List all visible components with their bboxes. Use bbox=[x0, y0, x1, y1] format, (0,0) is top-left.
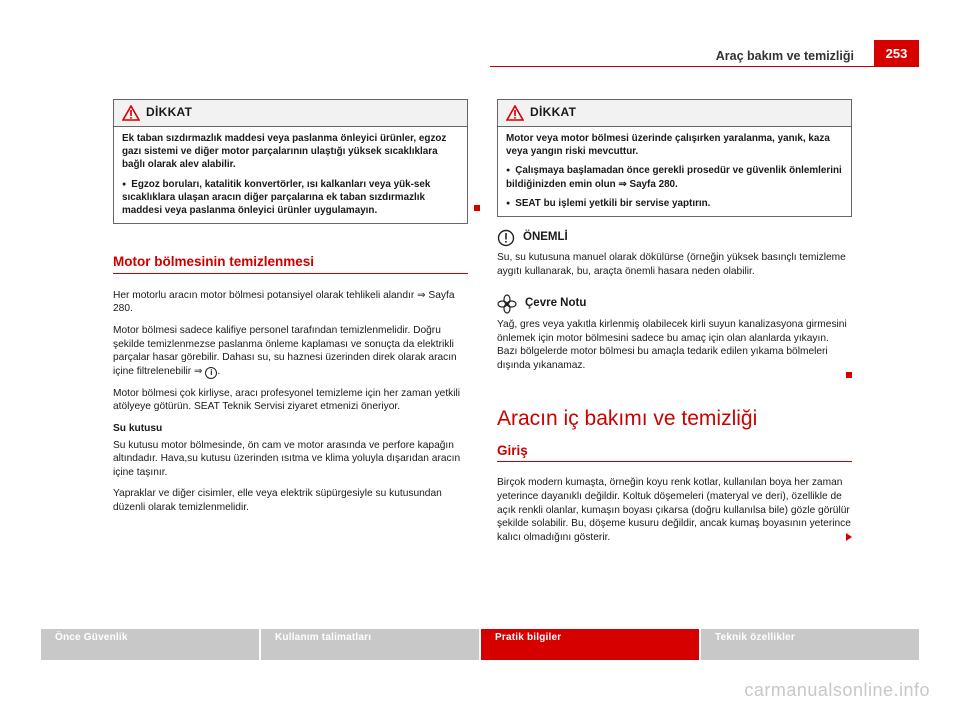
right-column bbox=[497, 99, 852, 546]
important-title: ÖNEMLİ bbox=[523, 231, 568, 244]
page-header-title: Araç bakım ve temizliği bbox=[715, 49, 854, 63]
paragraph: Her motorlu aracın motor bölmesi potansiyel olarak tehlikeli alandır ⇒ Sayfa 280. bbox=[113, 289, 455, 315]
paragraph: Su kutusu motor bölmesinde, ön cam ve motor arasında ve perfore kapağın altındadır. Hava,su kutusu üzerinden ısıtma ve klima yoluyla dışarıdan aracın içine taşınır. bbox=[113, 439, 461, 478]
important-header bbox=[497, 229, 852, 247]
warning-box-right bbox=[497, 99, 852, 217]
left-column bbox=[113, 99, 468, 523]
warning-title: DİKKAT bbox=[146, 105, 193, 120]
header-rule bbox=[490, 66, 919, 67]
end-mark bbox=[474, 205, 480, 211]
subheading: Su kutusu bbox=[113, 422, 163, 434]
environment-text: Yağ, gres veya yakıtla kirlenmiş olabilecek kirli suyun kanalizasyona girmesini önlemek için motor bölmesini sadece bu amaç için olan alanlarda yıkayın. Bazı bölgelerde motor bölmesi bu amaçla tedarik edilen yıkama bölmeleri dışında yıkanamaz. bbox=[497, 319, 847, 371]
page-number: 253 bbox=[874, 40, 919, 66]
environment-title: Çevre Notu bbox=[525, 297, 587, 310]
footer-tab-practical[interactable]: Pratik bilgiler bbox=[481, 629, 699, 660]
paragraph: Yapraklar ve diğer cisimler, elle veya elektrik süpürgesiyle su kutusundan düzenli olarak temizlenmelidir. bbox=[113, 488, 442, 513]
important-text: Su, su kutusuna manuel olarak dökülürse (örneğin yüksek basınçlı temizleme aygıtı kullanarak, bu, araçta önemli hasara neden olabilir. bbox=[497, 252, 846, 277]
warning-bullet: ● Çalışmaya başlamadan önce gerekli prosedür ve güvenlik önlemlerini bildiğinizden emin olun ⇒ Sayfa 280. bbox=[506, 164, 843, 190]
paragraph: Motor bölmesi çok kirliyse, aracı profesyonel temizleme için her zaman yetkili atölyeye götürün. SEAT Teknik Servisi ziyaret etmenizi öneriyor. bbox=[113, 387, 461, 413]
environment-leaf-icon bbox=[497, 294, 517, 314]
warning-header bbox=[498, 100, 851, 127]
warning-bullet: ● SEAT bu işlemi yetkili bir servise yaptırın. bbox=[506, 197, 843, 210]
warning-triangle-icon bbox=[122, 105, 140, 121]
footer-tab-operation[interactable]: Kullanım talimatları bbox=[261, 629, 479, 660]
section-title-intro: Giriş bbox=[497, 444, 852, 463]
exclamation-circle-icon bbox=[497, 229, 515, 247]
warning-triangle-icon bbox=[506, 105, 524, 121]
intro-paragraph: Birçok modern kumaşta, örneğin koyu renk kotlar, kullanılan boya her zaman yeterince dayanıklı değildir. Koltuk döşemeleri (materyal ve deri), özellikle de açık renkli olanlar, kumaşın boyası çıkarsa (doğru kullanılsa bile) gözle görülür şekilde solabilir. Bu, döşeme kusuru değildir, ancak kumaş boyasının yeterince kalıcı olmadığını gösterir. bbox=[497, 477, 851, 543]
info-circle-icon: i bbox=[205, 367, 217, 379]
footer-nav bbox=[41, 629, 919, 660]
warning-text: Motor veya motor bölmesi üzerinde çalışırken yaralanma, yanık, kaza veya yangın riski mevcuttur. bbox=[506, 133, 830, 158]
end-mark bbox=[846, 372, 852, 378]
footer-tab-technical[interactable]: Teknik özellikler bbox=[701, 629, 919, 660]
warning-header bbox=[114, 100, 467, 127]
paragraph-end: . bbox=[217, 365, 221, 377]
environment-header bbox=[497, 294, 852, 314]
chapter-title: Aracın iç bakımı ve temizliği bbox=[497, 407, 758, 431]
watermark: carmanualsonline.info bbox=[744, 680, 930, 700]
warning-box-left bbox=[113, 99, 468, 224]
paragraph-text: Motor bölmesi sadece kalifiye personel tarafından temizlenmelidir. Doğru şekilde temizlenmezse paslanma önleme kaplaması ve sonuçta da elektrikli parçalar hasar görebilir. Dahası su, su haznesi üzerinden direk olarak aracın içine filtrelenebilir ⇒ bbox=[113, 325, 457, 377]
footer-tab-safety[interactable]: Önce Güvenlik bbox=[41, 629, 259, 660]
continue-arrow-icon bbox=[846, 533, 852, 541]
warning-text: Ek taban sızdırmazlık maddesi veya paslanma önleyici ürünler, egzoz gazı sistemi ve diğer motor parçalarının ulaştığı yüksek sıcaklıklara bağlı olarak alev alabilir. bbox=[122, 133, 447, 171]
warning-title: DİKKAT bbox=[530, 105, 577, 120]
section-title-motor: Motor bölmesinin temizlenmesi bbox=[113, 255, 468, 274]
warning-bullet: ● Egzoz boruları, katalitik konvertörler, ısı kalkanları veya yük-sek sıcaklıklara ulaşan aracın diğer parçalarına ek taban sızdırmazlık maddesi veya paslanma önleyici ürünler uygulamayın. bbox=[122, 178, 459, 218]
paragraph-with-ref bbox=[113, 324, 468, 379]
